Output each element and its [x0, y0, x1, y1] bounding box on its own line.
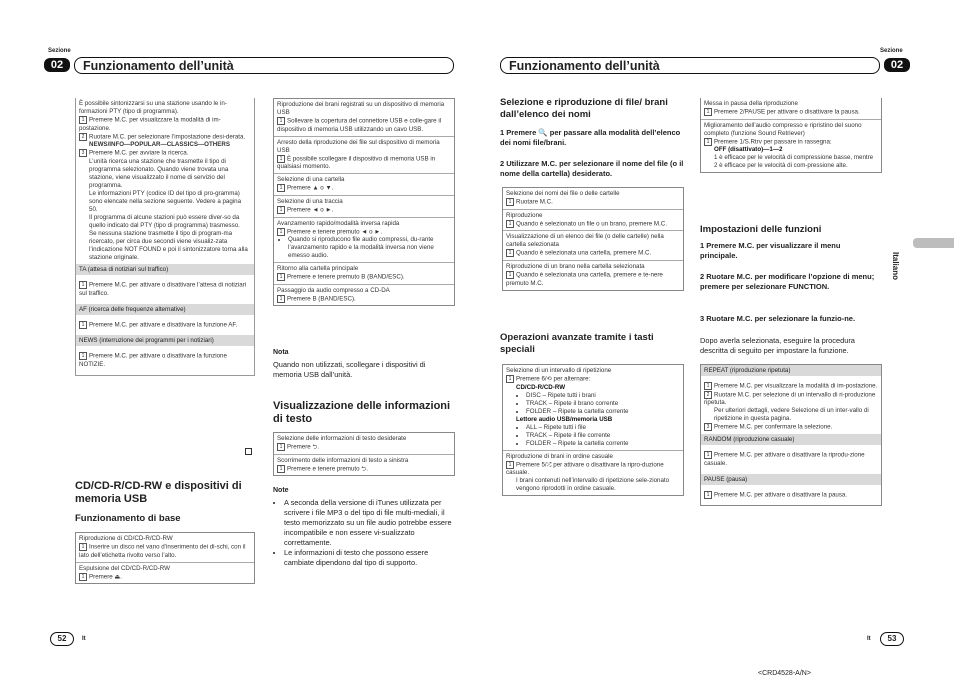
- random-function-step: Premere M.C. per attivare o disattivare la riprodu-zione casuale.: [704, 451, 865, 467]
- fast-forward-bullet: • Quando si riproducono file audio compressi, du-rante l’avanzamento rapido e la modalità inversa non viene emesso audio.: [288, 236, 451, 260]
- advanced-ops-box: Selezione di un intervallo di ripetizione 1 Premere 6/⟲ per alternare: CD/CD-R/CD-RW • DISC – Ripete tutti i brani • TRACK – Ripete il brano corrente • FOLDER – Ripete la cartella corrente Lettore audio USB/memoria USB • ALL – Ripete tutti i file • TRACK – Ripete il file corrente • FOLDER – Ripete la cartella corrente Riproduzione di brani in ordine casuale 1 Premere 5/⤮ per attivare o disattivare la ripro-duzione casuale. I brani contenuti nell’intervallo di ripetizione sele-zionato vengono riprodotti in ordine casuale.: [502, 364, 684, 496]
- pty-step3: Premere M.C. per avviare la ricerca.: [89, 149, 189, 157]
- cd-play-header: Riproduzione di CD/CD-R/CD-RW: [79, 535, 173, 542]
- usb-stop-header: Arresto della riproduzione dei file sul dispositivo di memoria USB: [277, 138, 440, 154]
- pause-retriever-box: Messa in pausa della riproduzione 1 Premere 2/PAUSE per attivare o disattivare la pausa. Miglioramento dell’audio compresso e ripristino del suono completo (funzione Sound Retriever) 1 Premere 1/S.Rtrv per passare in rassegna: OFF (disattivato)—1—2 1 è efficace per le velocità di compressione basse, mentre 2 è efficace per le velocità di com-pressione alte.: [700, 98, 882, 173]
- advanced-ops-title: Operazioni avanzate tramite i tasti speciali: [500, 332, 654, 355]
- repeat-function-step2: Ruotare M.C. per selezione di un intervallo di ri-produzione ripetuta.: [704, 391, 876, 407]
- random-step: Premere 5/⤮ per attivare o disattivare la ripro-duzione casuale.: [506, 461, 664, 477]
- cd-usb-section-title: CD/CD-R/CD-RW e dispositivi di memoria USB: [75, 480, 242, 505]
- cd-play-step: Inserire un disco nel vano d’inserimento dei di-schi, con il lato dell’etichetta rivolto verso l’alto.: [79, 543, 246, 559]
- repeat-range-step: Premere 6/⟲ per alternare:: [516, 375, 591, 383]
- random-header: Riproduzione di brani in ordine casuale: [506, 452, 613, 460]
- repeat-function-header: REPEAT (riproduzione ripetuta): [701, 365, 881, 376]
- section-label: Sezione: [48, 48, 71, 54]
- cd-repeat-option: • DISC – Ripete tutti i brani: [526, 392, 680, 400]
- parent-folder-step: Premere e tenere premuto B (BAND/ESC).: [287, 273, 405, 281]
- usb-repeat-label: Lettore audio USB/memoria USB: [516, 415, 613, 423]
- right-header-title: Funzionamento dell’unità: [500, 57, 880, 74]
- language-tab: [913, 238, 954, 248]
- usb-play-step: Sollevare la copertura del connettore USB e colle-gare il dispositivo di memoria USB utilizzando un cavo USB.: [277, 117, 442, 133]
- notes-list: [273, 498, 455, 568]
- file-list-step1: 1 Premere 🔍 per passare alla modalità dell’elenco dei nomi file/brani.: [500, 128, 681, 147]
- text-info-box: Selezione delle informazioni di testo desiderate 1 Premere ⮌. Scorrimento delle informazioni di testo a sinistra 1 Premere e tenere premuto ⮌.: [273, 432, 455, 476]
- af-step: Premere M.C. per attivare e disattivare la funzione AF.: [89, 321, 238, 329]
- folder-list-step: Quando è selezionata una cartella, premere M.C.: [516, 249, 652, 257]
- function-settings-title: Impostazioni delle funzioni: [700, 224, 822, 235]
- parent-folder-header: Ritorno alla cartella principale: [277, 265, 359, 273]
- repeat-function-step3: Premere M.C. per confermare la selezione.: [714, 423, 833, 431]
- function-step3-text: Dopo averla selezionata, eseguire la procedura descritta di seguito per impostare la funzione.: [700, 336, 855, 355]
- cdda-switch-header: Passaggio da audio compresso a CD-DA: [277, 286, 390, 294]
- usb-repeat-option: • TRACK – Ripete il file corrente: [526, 432, 680, 440]
- folder-list-header: Visualizzazione di un elenco dei file (o delle cartelle) nella cartella selezionata: [506, 233, 664, 249]
- note-label: Note: [273, 487, 289, 494]
- end-mark-icon: [245, 448, 252, 455]
- lang-code-right: It: [867, 636, 871, 642]
- random-function-header: RANDOM (riproduzione casuale): [701, 434, 881, 445]
- basic-operation-title: Funzionamento di base: [75, 513, 181, 524]
- pty-program-note: Il programma di alcune stazioni può essere diver-so da quello indicato dal PTY (tipo di programma) trasmesso.: [89, 213, 240, 229]
- fast-forward-header: Avanzamento rapido/modalità inversa rapida: [277, 219, 400, 227]
- usb-repeat-option: • FOLDER – Ripete la cartella corrente: [526, 440, 680, 448]
- play-header: Riproduzione: [506, 211, 543, 219]
- folder-select-step: Premere ▲ o ▼.: [287, 184, 334, 192]
- text-select-header: Selezione delle informazioni di testo desiderate: [277, 435, 407, 442]
- note-bullet: • Le informazioni di testo che possono essere cambiate dipendono dal tipo di supporto.: [284, 548, 455, 568]
- file-list-step2: 2 Utilizzare M.C. per selezionare il nome del file (o il nome della cartella) desiderato.: [500, 159, 684, 178]
- sound-retriever-step: Premere 1/S.Rtrv per passare in rassegna:: [714, 138, 832, 146]
- cd-eject-step: Premere ⏏.: [89, 573, 123, 581]
- pty-step1: Premere M.C. per visualizzare la modalità di im-postazione.: [79, 116, 221, 132]
- section-number-badge: 02: [884, 58, 910, 72]
- nota-text: Quando non utilizzati, scollegare i dispositivi di memoria USB dall’unità.: [273, 360, 426, 379]
- news-step: Premere M.C. per attivare o disattivare la funzione NOTIZIE.: [79, 352, 227, 368]
- pty-options: NEWS/INFO—POPULAR—CLASSICS—OTHERS: [89, 141, 230, 149]
- pty-step3-detail: L’unità ricerca una stazione che trasmette il tipo di programma selezionato. Quando viene trovata una stazione, viene visualizzato il nome di servizio del programma.: [89, 157, 229, 189]
- pty-step2: Ruotare M.C. per selezionare l’impostazione desi-derata.: [89, 133, 246, 141]
- pty-not-found-note: Se nessuna stazione trasmette il tipo di program-ma ricercato, per circa due secondi viene visualiz-zata l’indicazione NOT FOUND e poi il sintonizzatore torna alla stazione originale.: [89, 229, 248, 261]
- usb-controls-box: Riproduzione dei brani registrati su un dispositivo di memoria USB 1 Sollevare la copertura del connettore USB e colle-gare il dispositivo di memoria USB utilizzando un cavo USB. Arresto della riproduzione dei file sul dispositivo di memoria USB 1 È possibile scollegare il dispositivo di memoria USB in qualsiasi momento. Selezione di una cartella 1 Premere ▲ o ▼. Selezione di una traccia 1 Premere ◄ o ►. Avanzamento rapido/modalità inversa rapida 1 Premere e tenere premuto ◄ o ►. • Quando si riproducono file audio compressi, du-rante l’avanzamento rapido e la modalità inversa non viene emesso audio. Ritorno alla cartella principale 1 Premere e tenere premuto B (BAND/ESC). Passaggio da audio compresso a CD-DA 1 Premere B (BAND/ESC).: [273, 98, 455, 306]
- pty-search-box: È possibile sintonizzarsi su una stazione usando le in-formazioni PTY (tipo di programma). 1 Premere M.C. per visualizzare la modalità di im-postazione. 2 Ruotare M.C. per selezionare l’impostazione desi-derata. NEWS/INFO—POPULAR—CLASSICS—OTHERS 3 Premere M.C. per avviare la ricerca. L’unità ricerca una stazione che trasmette il tipo di programma selezionato. Quando viene trovata una stazione, viene visualizzato il nome di servizio del programma. Le informazioni PTY (codice ID del tipo di pro-gramma) sono elencate nella sezione seguente. Vedere a pagina 50. Il programma di alcune stazioni può essere diver-so da quello indicato dal PTY (tipo di programma) trasmesso. Se nessuna stazione trasmette il tipo di program-ma ricercato, per circa due secondi viene visualiz-zata l’indicazione NOT FOUND e poi il sintonizzatore torna alla stazione originale. TA (attesa di notiziari sul traffico) 1 Premere M.C. per attivare o disattivare l’attesa di notiziari sul traffico. AF (ricerca delle frequenze alternative) 1 Premere M.C. per attivare e disattivare la funzione AF. NEWS (interruzione dei programmi per i notiziari) 1 Premere M.C. per attivare o disattivare la funzione NOTIZIE.: [75, 98, 255, 376]
- usb-repeat-option: • ALL – Ripete tutti i file: [526, 424, 680, 432]
- section-label: Sezione: [880, 48, 903, 54]
- folder-play-header: Riproduzione di un brano nella cartella selezionata: [506, 262, 645, 270]
- folder-select-header: Selezione di una cartella: [277, 176, 345, 184]
- cd-eject-header: Espulsione del CD/CD-R/CD-RW: [79, 564, 170, 572]
- track-select-header: Selezione di una traccia: [277, 197, 343, 205]
- section-number-badge: 02: [44, 58, 70, 72]
- function-step3: 3 Ruotare M.C. per selezionare la funzio-ne.: [700, 314, 856, 323]
- text-scroll-step: Premere e tenere premuto ⮌.: [287, 465, 368, 473]
- repeat-function-note: Per ulteriori dettagli, vedere Selezione di un inter-vallo di ripetizione in questa pagina.: [714, 407, 869, 423]
- cd-repeat-option: • TRACK – Ripete il brano corrente: [526, 400, 680, 408]
- sound-retriever-note: 1 è efficace per le velocità di compressione basse, mentre 2 è efficace per le velocità di com-pressione alte.: [714, 154, 874, 170]
- note-bullet: • A seconda della versione di iTunes utilizzata per scrivere i file MP3 o del tipo di file multi-mediali, il testo memorizzato su un file audio potrebbe essere incompatibile e non essere vi-sualizzato correttamente.: [284, 498, 455, 548]
- pause-step: Premere 2/PAUSE per attivare o disattivare la pausa.: [714, 108, 860, 116]
- nota-label: Nota: [273, 349, 289, 356]
- language-tab-label: Italiano: [891, 252, 900, 281]
- function-settings-box: REPEAT (riproduzione ripetuta) 1 Premere M.C. per visualizzare la modalità di im-postazione. 2 Ruotare M.C. per selezione di un intervallo di ri-produzione ripetuta. Per ulteriori dettagli, vedere Selezione di un inter-vallo di ripetizione in questa pagina. 3 Premere M.C. per confermare la selezione. RANDOM (riproduzione casuale) 1 Premere M.C. per attivare o disattivare la riprodu-zione casuale. PAUSE (pausa) 1 Premere M.C. per attivare o disattivare la pausa.: [700, 364, 882, 506]
- pause-function-header: PAUSE (pausa): [701, 474, 881, 485]
- text-scroll-header: Scorrimento delle informazioni di testo a sinistra: [277, 456, 409, 464]
- basic-operation-box: Riproduzione di CD/CD-R/CD-RW 1 Inserire un disco nel vano d’inserimento dei di-schi, con il lato dell’etichetta rivolto verso l’alto. Espulsione del CD/CD-R/CD-RW 1 Premere ⏏.: [75, 532, 255, 584]
- usb-play-header: Riproduzione dei brani registrati su un dispositivo di memoria USB: [277, 101, 445, 116]
- file-list-title: Selezione e riproduzione di file/ brani dall’elenco dei nomi: [500, 97, 668, 120]
- repeat-function-step1: Premere M.C. per visualizzare la modalità di im-postazione.: [714, 382, 878, 390]
- text-select-step: Premere ⮌.: [287, 443, 320, 451]
- lang-code-left: It: [82, 636, 86, 642]
- play-step: Quando è selezionato un file o un brano, premere M.C.: [516, 220, 667, 228]
- folder-play-step: Quando è selezionata una cartella, premere e te-nere premuto M.C.: [506, 271, 663, 287]
- random-note: I brani contenuti nell’intervallo di ripetizione sele-zionato vengono riprodotti in ordine casuale.: [516, 477, 670, 493]
- function-step1: 1 Premere M.C. per visualizzare il menu principale.: [700, 241, 841, 260]
- name-select-header: Selezione dei nomi dei file o delle cartelle: [506, 190, 620, 197]
- repeat-range-header: Selezione di un intervallo di ripetizione: [506, 367, 612, 374]
- af-header: AF (ricerca delle frequenze alternative): [76, 304, 254, 315]
- name-select-step: Ruotare M.C.: [516, 198, 553, 206]
- sound-retriever-sequence: OFF (disattivato)—1—2: [714, 146, 783, 154]
- text-info-title: Visualizzazione delle informazioni di testo: [273, 400, 451, 425]
- usb-stop-step: È possibile scollegare il dispositivo di memoria USB in qualsiasi momento.: [277, 155, 436, 171]
- cdda-switch-step: Premere B (BAND/ESC).: [287, 295, 356, 303]
- cd-repeat-label: CD/CD-R/CD-RW: [516, 383, 566, 391]
- document-code: <CRD4528-A/N>: [758, 670, 811, 677]
- track-select-step: Premere ◄ o ►.: [287, 206, 334, 214]
- sound-retriever-header: Miglioramento dell’audio compresso e ripristino del suono completo (funzione Sound Retriever): [704, 121, 862, 137]
- file-list-box: Selezione dei nomi dei file o delle cartelle 1 Ruotare M.C. Riproduzione 1 Quando è selezionato un file o un brano, premere M.C. Visualizzazione di un elenco dei file (o delle cartelle) nella cartella selezionata 1 Quando è selezionata una cartella, premere M.C. Riproduzione di un brano nella cartella selezionata 1 Quando è selezionata una cartella, premere e te-nere premuto M.C.: [502, 187, 684, 291]
- function-step2: 2 Ruotare M.C. per modificare l’opzione di menu; premere per selezionare FUNCTION.: [700, 272, 875, 291]
- fast-forward-step: Premere e tenere premuto ◄ o ►.: [287, 228, 383, 236]
- pause-function-step: Premere M.C. per attivare o disattivare la pausa.: [714, 491, 848, 499]
- page-number-left: 52: [50, 632, 74, 646]
- news-header: NEWS (interruzione dei programmi per i notiziari): [76, 335, 254, 346]
- page-number-right: 53: [880, 632, 904, 646]
- pty-code-note: Le informazioni PTY (codice ID del tipo di pro-gramma) sono elencate nella sezione seguente. Vedere a pagina 50.: [89, 189, 242, 213]
- ta-step: Premere M.C. per attivare o disattivare l’attesa di notiziari sul traffico.: [79, 281, 247, 297]
- ta-header: TA (attesa di notiziari sul traffico): [76, 264, 254, 275]
- pause-header: Messa in pausa della riproduzione: [704, 100, 798, 107]
- cd-repeat-option: • FOLDER – Ripete la cartella corrente: [526, 408, 680, 416]
- pty-intro: È possibile sintonizzarsi su una stazione usando le in-formazioni PTY (tipo di programma).: [79, 100, 227, 115]
- left-header-title: Funzionamento dell’unità: [74, 57, 454, 74]
